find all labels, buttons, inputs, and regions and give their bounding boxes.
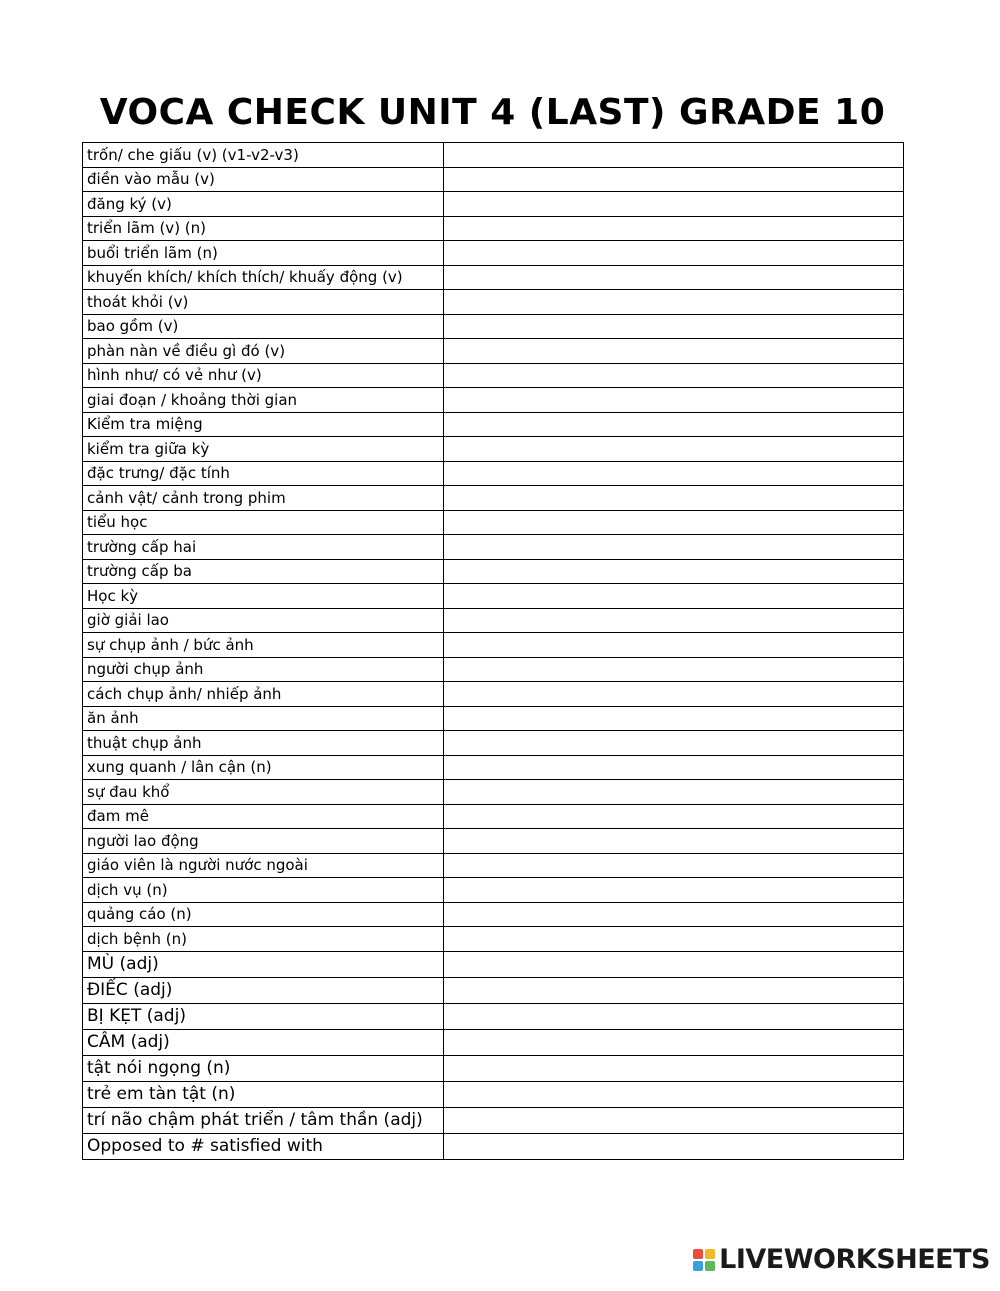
vocab-term-cell: thoát khỏi (v) xyxy=(83,290,444,315)
table-row xyxy=(83,1003,904,1029)
answer-field[interactable] xyxy=(444,853,904,878)
answer-field[interactable] xyxy=(444,1055,904,1081)
vocab-term-cell: giờ giải lao xyxy=(83,608,444,633)
vocab-term-cell: giáo viên là người nước ngoài xyxy=(83,853,444,878)
vocab-term-cell: ĐIẾC (adj) xyxy=(83,977,444,1003)
vocab-term-cell: trí não chậm phát triển / tâm thần (adj) xyxy=(83,1107,444,1133)
answer-field[interactable] xyxy=(444,780,904,805)
answer-field[interactable] xyxy=(444,143,904,168)
answer-field[interactable] xyxy=(444,216,904,241)
answer-field[interactable] xyxy=(444,608,904,633)
logo-block-yellow xyxy=(705,1249,715,1259)
answer-field[interactable] xyxy=(444,290,904,315)
table-row xyxy=(83,192,904,217)
vocab-term-cell: điền vào mẫu (v) xyxy=(83,167,444,192)
table-row xyxy=(83,535,904,560)
answer-field[interactable] xyxy=(444,1029,904,1055)
table-row xyxy=(83,1133,904,1159)
answer-field[interactable] xyxy=(444,657,904,682)
vocab-term-cell: tiểu học xyxy=(83,510,444,535)
vocab-term-cell: triển lãm (v) (n) xyxy=(83,216,444,241)
vocab-term-cell: BỊ KẸT (adj) xyxy=(83,1003,444,1029)
vocab-term-cell: thuật chụp ảnh xyxy=(83,731,444,756)
liveworksheets-logo xyxy=(693,1245,990,1275)
table-row xyxy=(83,731,904,756)
vocab-term-cell: trường cấp hai xyxy=(83,535,444,560)
vocab-term-cell: kiểm tra giữa kỳ xyxy=(83,437,444,462)
table-row xyxy=(83,265,904,290)
answer-field[interactable] xyxy=(444,486,904,511)
vocab-term-cell: ăn ảnh xyxy=(83,706,444,731)
vocab-term-cell: cảnh vật/ cảnh trong phim xyxy=(83,486,444,511)
answer-field[interactable] xyxy=(444,584,904,609)
table-row xyxy=(83,486,904,511)
table-row xyxy=(83,559,904,584)
logo-block-green xyxy=(705,1261,715,1271)
answer-field[interactable] xyxy=(444,927,904,952)
table-row xyxy=(83,388,904,413)
answer-field[interactable] xyxy=(444,412,904,437)
vocabulary-table xyxy=(82,142,904,1160)
table-row xyxy=(83,878,904,903)
table-row xyxy=(83,167,904,192)
vocab-term-cell: đăng ký (v) xyxy=(83,192,444,217)
vocab-term-cell: buổi triển lãm (n) xyxy=(83,241,444,266)
table-row xyxy=(83,706,904,731)
answer-field[interactable] xyxy=(444,755,904,780)
vocab-term-cell: Kiểm tra miệng xyxy=(83,412,444,437)
logo-block-red xyxy=(693,1249,703,1259)
answer-field[interactable] xyxy=(444,682,904,707)
table-row xyxy=(83,780,904,805)
table-row xyxy=(83,437,904,462)
answer-field[interactable] xyxy=(444,510,904,535)
vocab-term-cell: trẻ em tàn tật (n) xyxy=(83,1081,444,1107)
table-row xyxy=(83,314,904,339)
table-row xyxy=(83,216,904,241)
worksheet-title: VOCA CHECK UNIT 4 (LAST) GRADE 10 xyxy=(99,92,886,133)
answer-field[interactable] xyxy=(444,363,904,388)
liveworksheets-logo-icon xyxy=(693,1249,715,1271)
vocab-term-cell: MÙ (adj) xyxy=(83,951,444,977)
table-row xyxy=(83,412,904,437)
vocab-term-cell: CÂM (adj) xyxy=(83,1029,444,1055)
table-row xyxy=(83,853,904,878)
vocab-term-cell: hình như/ có vẻ như (v) xyxy=(83,363,444,388)
vocab-term-cell: Học kỳ xyxy=(83,584,444,609)
vocab-term-cell: dịch vụ (n) xyxy=(83,878,444,903)
answer-field[interactable] xyxy=(444,977,904,1003)
table-row xyxy=(83,804,904,829)
answer-field[interactable] xyxy=(444,951,904,977)
vocab-term-cell: sự đau khổ xyxy=(83,780,444,805)
answer-field[interactable] xyxy=(444,804,904,829)
answer-field[interactable] xyxy=(444,461,904,486)
vocab-term-cell: đam mê xyxy=(83,804,444,829)
answer-field[interactable] xyxy=(444,706,904,731)
table-row xyxy=(83,290,904,315)
vocab-term-cell: bao gồm (v) xyxy=(83,314,444,339)
answer-field[interactable] xyxy=(444,1003,904,1029)
vocab-term-cell: sự chụp ảnh / bức ảnh xyxy=(83,633,444,658)
table-row xyxy=(83,1081,904,1107)
vocab-term-cell: khuyến khích/ khích thích/ khuấy động (v) xyxy=(83,265,444,290)
table-row xyxy=(83,363,904,388)
table-row xyxy=(83,584,904,609)
vocab-term-cell: trường cấp ba xyxy=(83,559,444,584)
vocab-term-cell: cách chụp ảnh/ nhiếp ảnh xyxy=(83,682,444,707)
vocabulary-table-body xyxy=(83,143,904,1160)
answer-field[interactable] xyxy=(444,1107,904,1133)
logo-block-blue xyxy=(693,1261,703,1271)
answer-field[interactable] xyxy=(444,535,904,560)
table-row xyxy=(83,143,904,168)
vocab-term-cell: phàn nàn về điều gì đó (v) xyxy=(83,339,444,364)
table-row xyxy=(83,633,904,658)
table-row xyxy=(83,461,904,486)
table-row xyxy=(83,977,904,1003)
table-row xyxy=(83,902,904,927)
answer-field[interactable] xyxy=(444,339,904,364)
answer-field[interactable] xyxy=(444,878,904,903)
table-row xyxy=(83,951,904,977)
answer-field[interactable] xyxy=(444,265,904,290)
vocab-term-cell: giai đoạn / khoảng thời gian xyxy=(83,388,444,413)
vocab-term-cell: đặc trưng/ đặc tính xyxy=(83,461,444,486)
vocab-term-cell: người lao động xyxy=(83,829,444,854)
vocab-term-cell: người chụp ảnh xyxy=(83,657,444,682)
vocab-term-cell: Opposed to # satisfied with xyxy=(83,1133,444,1159)
answer-field[interactable] xyxy=(444,167,904,192)
answer-field[interactable] xyxy=(444,192,904,217)
table-row xyxy=(83,1107,904,1133)
answer-field[interactable] xyxy=(444,241,904,266)
answer-field[interactable] xyxy=(444,437,904,462)
vocab-term-cell: quảng cáo (n) xyxy=(83,902,444,927)
vocab-term-cell: trốn/ che giấu (v) (v1-v2-v3) xyxy=(83,143,444,168)
answer-field[interactable] xyxy=(444,388,904,413)
table-row xyxy=(83,1055,904,1081)
table-row xyxy=(83,755,904,780)
answer-field[interactable] xyxy=(444,633,904,658)
table-row xyxy=(83,241,904,266)
answer-field[interactable] xyxy=(444,1133,904,1159)
table-row xyxy=(83,1029,904,1055)
vocab-term-cell: dịch bệnh (n) xyxy=(83,927,444,952)
answer-field[interactable] xyxy=(444,314,904,339)
answer-field[interactable] xyxy=(444,829,904,854)
table-row xyxy=(83,510,904,535)
answer-field[interactable] xyxy=(444,1081,904,1107)
answer-field[interactable] xyxy=(444,559,904,584)
table-row xyxy=(83,339,904,364)
liveworksheets-wordmark: LIVEWORKSHEETS xyxy=(719,1244,990,1275)
vocab-term-cell: tật nói ngọng (n) xyxy=(83,1055,444,1081)
table-row xyxy=(83,682,904,707)
vocab-term-cell: xung quanh / lân cận (n) xyxy=(83,755,444,780)
table-row xyxy=(83,927,904,952)
table-row xyxy=(83,608,904,633)
answer-field[interactable] xyxy=(444,902,904,927)
table-row xyxy=(83,657,904,682)
table-row xyxy=(83,829,904,854)
answer-field[interactable] xyxy=(444,731,904,756)
